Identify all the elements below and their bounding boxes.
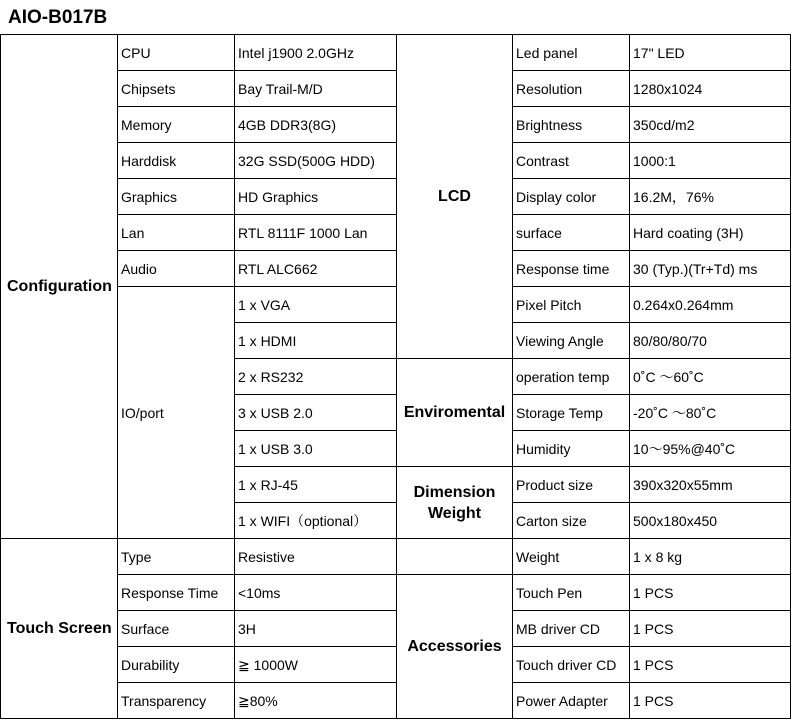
- spec-label: Viewing Angle: [516, 332, 604, 349]
- row-divider: [117, 178, 397, 179]
- spec-value: 16.2M，76%: [633, 188, 714, 205]
- spec-value: 1 PCS: [633, 692, 674, 709]
- spec-value: RTL 8111F 1000 Lan: [238, 224, 368, 241]
- spec-label: Weight: [516, 548, 560, 565]
- spec-label: Lan: [121, 224, 145, 241]
- spec-label: Power Adapter: [516, 692, 608, 709]
- row-divider: [117, 106, 397, 107]
- spec-value: 1280x1024: [633, 80, 703, 97]
- row-divider: [117, 610, 397, 611]
- row-divider: [234, 322, 397, 323]
- spec-label: CPU: [121, 44, 151, 61]
- column-divider: [0, 34, 1, 719]
- section-label-configuration: Configuration: [7, 277, 112, 295]
- spec-value: 1 x RJ-45: [238, 476, 298, 493]
- section-label-accessories: Accessories: [407, 637, 502, 655]
- spec-value: RTL ALC662: [238, 260, 318, 277]
- section-label-environmental: Enviromental: [403, 403, 506, 421]
- row-divider: [512, 646, 791, 647]
- spec-label: Led panel: [516, 44, 578, 61]
- spec-value: 0.264x0.264mm: [633, 296, 734, 313]
- row-divider: [512, 538, 791, 539]
- spec-value: 30 (Typ.)(Tr+Td) ms: [633, 260, 758, 277]
- row-divider: [117, 286, 397, 287]
- spec-label: Response Time: [121, 584, 219, 601]
- row-divider: [396, 574, 791, 575]
- spec-value: 1 PCS: [633, 620, 674, 637]
- spec-label: Pixel Pitch: [516, 296, 582, 313]
- spec-value: 17" LED: [633, 44, 685, 61]
- row-divider: [512, 502, 791, 503]
- spec-label: MB driver CD: [516, 620, 601, 637]
- spec-value: 350cd/m2: [633, 116, 695, 133]
- spec-value: 10～95%@40˚C: [633, 440, 736, 457]
- section-label-dimension-weight: [397, 467, 512, 538]
- row-divider: [234, 466, 397, 467]
- section-label-lcd: LCD: [438, 187, 471, 205]
- row-divider: [234, 430, 397, 431]
- row-divider: [512, 250, 791, 251]
- column-divider: [512, 34, 513, 719]
- spec-value: Bay Trail-M/D: [238, 80, 323, 97]
- row-divider: [117, 214, 397, 215]
- spec-label: Carton size: [516, 512, 587, 529]
- spec-label: Touch Pen: [516, 584, 583, 601]
- spec-value: 1 x VGA: [238, 296, 291, 313]
- row-divider: [512, 430, 791, 431]
- spec-value: 80/80/80/70: [633, 332, 707, 349]
- spec-label: Contrast: [516, 152, 569, 169]
- row-divider: [0, 538, 118, 539]
- row-divider: [117, 574, 397, 575]
- spec-value: 1 PCS: [633, 584, 674, 601]
- row-divider: [117, 250, 397, 251]
- spec-value: Hard coating (3H): [633, 224, 744, 241]
- spec-value: 4GB DDR3(8G): [238, 116, 337, 133]
- spec-value: -20˚C ～80˚C: [633, 404, 717, 421]
- row-divider: [512, 394, 791, 395]
- spec-value: 2 x RS232: [238, 368, 304, 385]
- spec-label: Touch driver CD: [516, 656, 617, 673]
- spec-value: 1 PCS: [633, 656, 674, 673]
- spec-label: IO/port: [121, 404, 164, 421]
- spec-label: Durability: [121, 656, 180, 673]
- page-title: AIO-B017B: [8, 7, 108, 28]
- section-label-line: Weight: [427, 504, 482, 522]
- spec-label: Chipsets: [121, 80, 176, 97]
- spec-value: 3 x USB 2.0: [238, 404, 313, 421]
- spec-value: HD Graphics: [238, 188, 319, 205]
- spec-value: ≧ 1000W: [238, 656, 298, 673]
- row-divider: [512, 142, 791, 143]
- spec-value: 0˚C ～60˚C: [633, 368, 704, 385]
- spec-label: Resolution: [516, 80, 583, 97]
- row-divider: [117, 538, 397, 539]
- row-divider: [234, 358, 397, 359]
- spec-label: Humidity: [516, 440, 571, 457]
- spec-value: 1 x WIFI（optional）: [238, 512, 368, 529]
- row-divider: [117, 682, 397, 683]
- row-divider: [396, 466, 791, 467]
- spec-value: 32G SSD(500G HDD): [238, 152, 375, 169]
- row-divider: [512, 106, 791, 107]
- spec-label: Display color: [516, 188, 597, 205]
- column-divider: [234, 34, 235, 719]
- spec-label: surface: [516, 224, 562, 241]
- section-label-line: Dimension: [413, 483, 496, 501]
- spec-value: ≧80%: [238, 692, 278, 709]
- spec-label: Transparency: [121, 692, 207, 709]
- spec-label: Brightness: [516, 116, 583, 133]
- row-divider: [512, 322, 791, 323]
- spec-value: 3H: [238, 620, 256, 637]
- spec-label: Response time: [516, 260, 610, 277]
- spec-value: <10ms: [238, 584, 281, 601]
- row-divider: [512, 178, 791, 179]
- spec-label: Storage Temp: [516, 404, 603, 421]
- spec-value: 1000:1: [633, 152, 676, 169]
- spec-value: Resistive: [238, 548, 295, 565]
- row-divider: [512, 286, 791, 287]
- spec-value: 1 x 8 kg: [633, 548, 683, 565]
- spec-label: Graphics: [121, 188, 178, 205]
- spec-label: Memory: [121, 116, 172, 133]
- row-divider: [512, 214, 791, 215]
- spec-value: 1 x HDMI: [238, 332, 297, 349]
- spec-label: operation temp: [516, 368, 610, 385]
- row-divider: [512, 682, 791, 683]
- row-divider: [117, 70, 397, 71]
- row-divider: [117, 142, 397, 143]
- row-divider: [512, 610, 791, 611]
- row-divider: [396, 358, 791, 359]
- column-divider: [629, 34, 630, 719]
- spec-table: [0, 34, 791, 718]
- row-divider: [117, 646, 397, 647]
- spec-label: Audio: [121, 260, 157, 277]
- column-divider: [396, 34, 397, 719]
- spec-value: 390x320x55mm: [633, 476, 733, 493]
- section-label-touch-screen: Touch Screen: [7, 619, 112, 637]
- column-divider: [117, 34, 118, 719]
- row-divider: [234, 502, 397, 503]
- spec-label: Type: [121, 548, 152, 565]
- spec-value: 500x180x450: [633, 512, 718, 529]
- spec-label: Surface: [121, 620, 170, 637]
- spec-label: Harddisk: [121, 152, 177, 169]
- spec-value: 1 x USB 3.0: [238, 440, 313, 457]
- row-divider: [512, 70, 791, 71]
- spec-label: Product size: [516, 476, 594, 493]
- row-divider: [234, 394, 397, 395]
- spec-value: Intel j1900 2.0GHz: [238, 44, 354, 61]
